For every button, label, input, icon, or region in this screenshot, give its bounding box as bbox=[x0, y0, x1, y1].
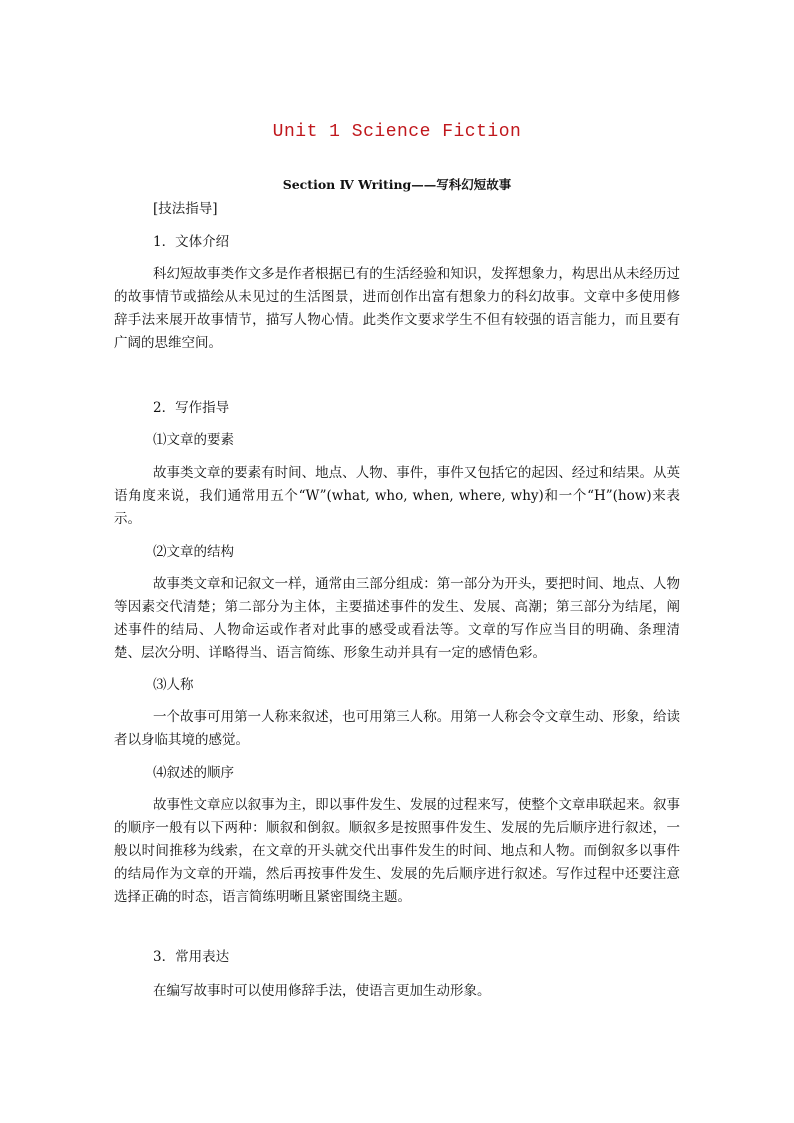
subheading-structure: ⑵文章的结构 bbox=[153, 544, 234, 560]
paragraph-person: 一个故事可用第一人称来叙述，也可用第三人称。用第一人称会令文章生动、形象，给读者以身临其境的感觉。 bbox=[114, 709, 680, 748]
paragraph-structure: 故事类文章和记叙文一样，通常由三部分组成：第一部分为开头，要把时间、地点、人物等因素交代清楚；第二部分为主体，主要描述事件的发生、发展、高潮；第三部分为结尾，阐述事件的结局、人物命运或作者对此事的感受或看法等。文章的写作应当目的明确、条理清楚、层次分明、详略得当、语言简练、形象生动并具有一定的感情色彩。 bbox=[114, 576, 680, 661]
page-title: Unit 1 Science Fiction bbox=[272, 122, 522, 142]
heading-common-expressions: 3．常用表达 bbox=[153, 949, 230, 965]
subheading-narrative-order: ⑷叙述的顺序 bbox=[153, 765, 234, 781]
heading-genre-intro: 1．文体介绍 bbox=[153, 234, 230, 250]
paragraph-elements: 故事类文章的要素有时间、地点、人物、事件，事件又包括它的起因、经过和结果。从英语角度来说，我们通常用五个“W”(what, who, when, where, why)和一个“H”(how)来表示。 bbox=[114, 465, 680, 527]
subheading-elements: ⑴文章的要素 bbox=[153, 432, 234, 448]
paragraph-narrative-order: 故事性文章应以叙事为主，即以事件发生、发展的过程来写，使整个文章串联起来。叙事的顺序一般有以下两种：顺叙和倒叙。顺叙多是按照事件发生、发展的先后顺序进行叙述，一般以时间推移为线索，在文章的开头就交代出事件发生的时间、地点和人物。而倒叙多以事件的结局作为文章的开端，然后再按事件发生、发展的先后顺序进行叙述。写作过程中还要注意选择正确的时态，语言简练明晰且紧密围绕主题。 bbox=[114, 797, 680, 905]
section-subtitle: Section Ⅳ Writing——写科幻短故事 bbox=[282, 177, 512, 192]
heading-writing-guide: 2．写作指导 bbox=[153, 400, 230, 416]
paragraph-common-expressions: 在编写故事时可以使用修辞手法，使语言更加生动形象。 bbox=[153, 983, 491, 999]
subheading-person: ⑶人称 bbox=[153, 677, 194, 693]
method-tag: [技法指导] bbox=[153, 201, 218, 217]
paragraph-genre-intro: 科幻短故事类作文多是作者根据已有的生活经验和知识，发挥想象力，构思出从未经历过的故事情节或描绘从未见过的生活图景，进而创作出富有想象力的科幻故事。文章中多使用修辞手法来展开故事情节，描写人物心情。此类作文要求学生不但有较强的语言能力，而且要有广阔的思维空间。 bbox=[114, 266, 680, 351]
